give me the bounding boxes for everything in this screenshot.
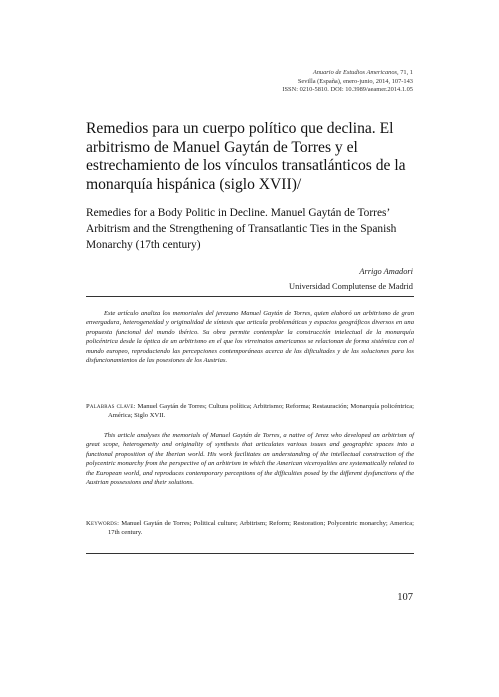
journal-issn-doi: ISSN: 0210-5810. DOI: 10.3989/aeamer.2014.1.05	[282, 86, 413, 94]
page-number: 107	[397, 592, 413, 603]
author-name: Arrigo Amadori	[359, 267, 413, 276]
keywords-spanish-label: Palabras clave:	[86, 403, 136, 410]
keywords-english-text: Manuel Gaytán de Torres; Political culture; Arbitrism; Reform; Restoration; Polycentric monarchy; America; 17th century.	[108, 520, 414, 537]
keywords-spanish-text: Manuel Gaytán de Torres; Cultura política; Arbitrismo; Reforma; Restauración; Monarquía policéntrica; América; Siglo XVII.	[108, 403, 414, 420]
author-affiliation: Universidad Complutense de Madrid	[289, 282, 413, 291]
journal-name: Anuario de Estudios Americanos	[312, 69, 398, 76]
divider-top	[86, 296, 414, 297]
keywords-english	[86, 519, 414, 538]
divider-bottom	[86, 553, 414, 554]
keywords-english-label: Keywords:	[86, 520, 120, 527]
author-block	[289, 264, 413, 294]
keywords-spanish	[86, 402, 414, 421]
abstract-spanish: Este artículo analiza los memoriales del jerezano Manuel Gaytán de Torres, quien elaboró un arbitrismo de gran envergadura, heterogeneidad y originalidad de síntesis que articula problemáticas y espacios geográficos diversos en una propuesta funcional del mundo ibérico. Su obra permite contemplar la construcción intelectual de la monarquía policéntrica desde la óptica de un arbitrismo en el que los virreinatos americanos se relacionan de forma sistémica con el mundo europeo, reproduciendo las percepciones contemporáneas acerca de las dificultades y de las soluciones para los disfuncionamientos de las posesiones de los Austrias.	[86, 310, 414, 365]
journal-citation	[282, 69, 413, 78]
journal-location-date: Sevilla (España), enero-junio, 2014, 107-143	[297, 77, 413, 85]
article-title: Remedios para un cuerpo político que declina. El arbitrismo de Manuel Gaytán de Torres y el estrechamiento de los vínculos transatlánticos de la monarquía hispánica (siglo XVII)/	[86, 120, 406, 193]
journal-header	[282, 69, 413, 95]
article-subtitle-english: Remedies for a Body Politic in Decline. Manuel Gaytán de Torres’ Arbitrism and the Strengthening of Transatlantic Ties in the Spanish Monarchy (17th century)	[86, 207, 397, 251]
journal-volume: , 71, 1	[397, 69, 413, 76]
abstract-english: This article analyses the memorials of Manuel Gaytán de Torres, a native of Jerez who developed an arbitrism of great scope, heterogeneity and originality of synthesis that articulates various issues and geographic spaces into a functional proposition of the Iberian world. His work facilitates an understanding of the intellectual construction of the polycentric monarchy from the perspective of an arbitrism in which the American viceroyalties are systematically related to the European world, and reproduces contemporary perceptions of the difficulties posed by the different dysfunctions of the Austrian possessions and their solutions.	[86, 432, 414, 487]
